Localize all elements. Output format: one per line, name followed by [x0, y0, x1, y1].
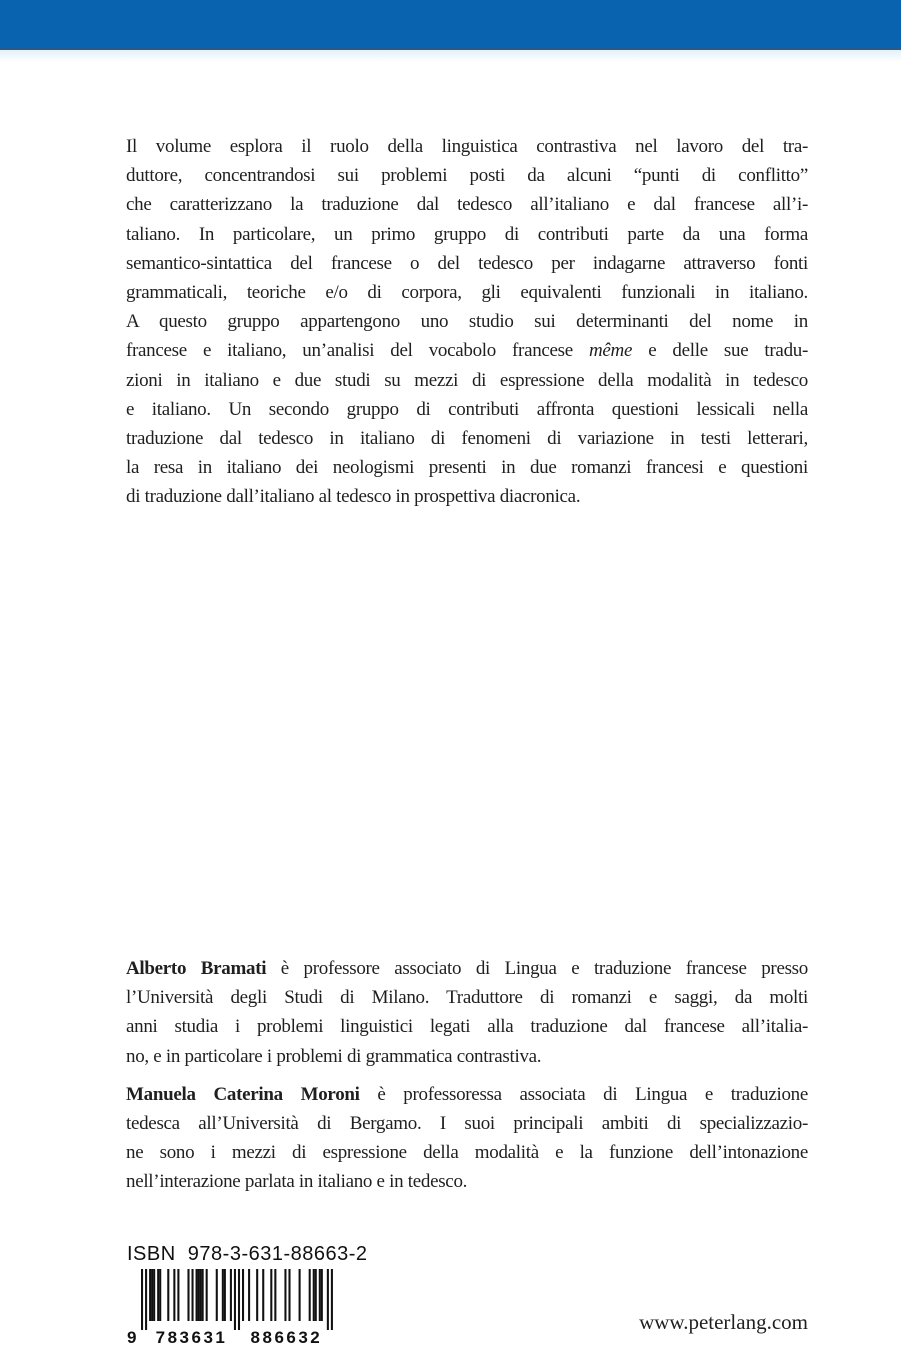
isbn-label: ISBN 978-3-631-88663-2: [127, 1243, 368, 1265]
ean13-barcode: [127, 1269, 368, 1350]
author-bio-bramati: [126, 954, 808, 1071]
publisher-website-url: www.peterlang.com: [639, 1310, 808, 1334]
text-line: la resa in italiano dei neologismi presenti in due romanzi francesi e questioni: [126, 457, 808, 479]
barcode-bars: [141, 1269, 333, 1330]
text-line: l’Università degli Studi di Milano. Traduttore di romanzi e saggi, da molti: [126, 987, 808, 1009]
text-line: A questo gruppo appartengono uno studio sui determinanti del nome in: [126, 311, 808, 333]
book-blurb: [126, 132, 808, 512]
barcode-digit-group: 9: [127, 1328, 139, 1345]
text-line: semantico-sintattica del francese o del tedesco per indagarne attraverso fonti: [126, 252, 808, 274]
text-line: nell’interazione parlata in italiano e in tedesco.: [126, 1171, 468, 1193]
isbn-section: [127, 1243, 368, 1350]
text-line: Alberto Bramati è professore associato di Lingua e traduzione francese presso: [126, 958, 808, 979]
text-line: taliano. In particolare, un primo gruppo di contributi parte da una forma: [126, 223, 808, 245]
text-line: ne sono i mezzi di espressione della modalità e la funzione dell’intonazione: [126, 1142, 808, 1164]
text-line: tedesca all’Università di Bergamo. I suoi principali ambiti di specializzazio-: [126, 1113, 808, 1135]
top-band: [0, 0, 901, 50]
author-bio-moroni: [126, 1080, 808, 1197]
barcode-digit-group: 886632: [250, 1328, 323, 1345]
text-line: traduzione dal tedesco in italiano di fenomeni di variazione in testi letterari,: [126, 428, 808, 450]
text-line: che caratterizzano la traduzione dal tedesco all’italiano e dal francese all’i-: [126, 194, 808, 216]
barcode-digit-group: 783631: [155, 1328, 228, 1345]
text-line: no, e in particolare i problemi di grammatica contrastiva.: [126, 1045, 542, 1067]
top-band-gradient: [0, 50, 901, 62]
text-line: di traduzione dall’italiano al tedesco in prospettiva diacronica.: [126, 486, 581, 508]
text-line: anni studia i problemi linguistici legati alla traduzione dal francese all’italia-: [126, 1016, 808, 1038]
author-bios: [126, 954, 808, 1197]
text-line: grammaticali, teoriche e/o di corpora, gli equivalenti funzionali in italiano.: [126, 282, 808, 304]
text-line: duttore, concentrandosi sui problemi posti da alcuni “punti di conflitto”: [126, 165, 808, 187]
text-line: francese e italiano, un’analisi del vocabolo francese même e delle sue tradu-: [126, 340, 808, 362]
text-line: Il volume esplora il ruolo della linguistica contrastiva nel lavoro del tra-: [126, 136, 808, 157]
text-line: Manuela Caterina Moroni è professoressa associata di Lingua e traduzione: [126, 1083, 808, 1105]
text-line: e italiano. Un secondo gruppo di contributi affronta questioni lessicali nella: [126, 398, 808, 420]
text-line: zioni in italiano e due studi su mezzi di espressione della modalità in tedesco: [126, 369, 808, 391]
